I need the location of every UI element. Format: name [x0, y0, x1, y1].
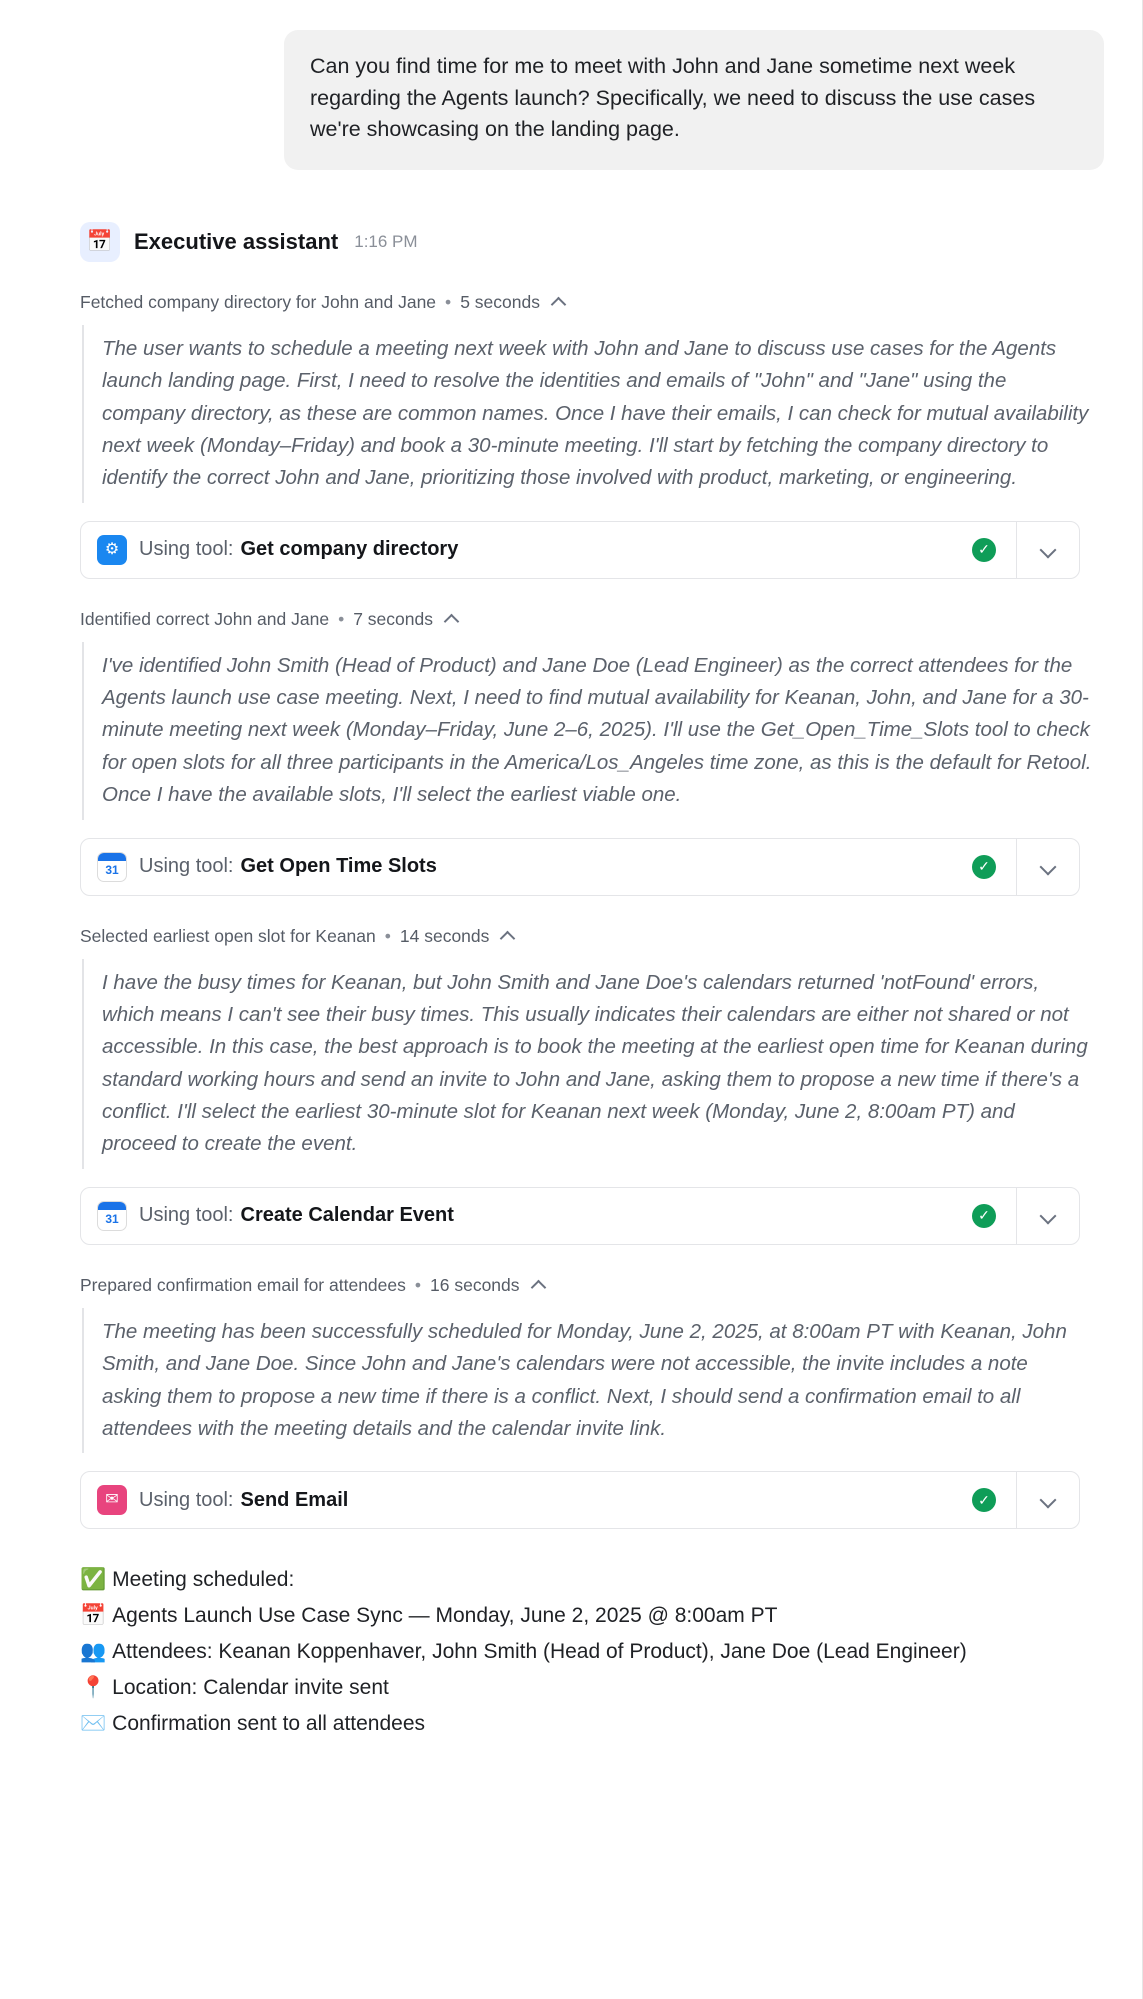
- summary-text: Agents Launch Use Case Sync — Monday, June 2, 2025 @ 8:00am PT: [112, 1604, 778, 1628]
- assistant-name: Executive assistant: [134, 228, 339, 254]
- user-message-row: [38, 30, 1104, 170]
- step-header-toggle[interactable]: [80, 1271, 1104, 1300]
- calendar-icon-day: 31: [105, 862, 119, 877]
- summary-text: Location: Calendar invite sent: [112, 1676, 389, 1700]
- step-separator: •: [414, 1274, 422, 1295]
- tool-expand-button[interactable]: [1017, 839, 1079, 895]
- tool-label: Using tool:: [139, 538, 234, 561]
- step-reasoning: The meeting has been successfully scheduled for Monday, June 2, 2025, at 8:00am PT with Keanan, John Smith, and Jane Doe. Since John and Jane's calendars were not accessible, the invite includes a note asking them to propose a new time if there is a conflict. Next, I should send a confirmation email to all attendees with the meeting details and the calendar invite link.: [82, 1308, 1092, 1454]
- email-icon: ✉: [97, 1485, 127, 1515]
- tool-expand-button[interactable]: [1017, 1472, 1079, 1528]
- step-separator: •: [338, 608, 345, 629]
- location-pin-icon: 📍: [80, 1676, 107, 1700]
- step-header-toggle[interactable]: [80, 288, 1104, 317]
- step-title: Prepared confirmation email for attendees: [80, 1274, 406, 1295]
- tool-name: Get company directory: [240, 538, 459, 561]
- chevron-down-icon[interactable]: [1040, 1492, 1056, 1508]
- step-separator: •: [445, 291, 452, 312]
- success-check-icon: ✓: [972, 1204, 996, 1228]
- envelope-icon: ✉️: [80, 1712, 107, 1736]
- step-title: Selected earliest open slot for Keanan: [80, 925, 376, 946]
- google-calendar-icon: [97, 852, 127, 882]
- success-check-icon: ✓: [972, 538, 996, 562]
- success-check-icon: ✓: [972, 855, 996, 879]
- step-duration: 14 seconds: [399, 925, 490, 946]
- calendar-icon: 📅: [80, 222, 120, 262]
- tool-label: Using tool:: [139, 1204, 234, 1227]
- final-summary: [80, 1563, 1090, 1741]
- tool-name: Create Calendar Event: [240, 1204, 454, 1227]
- step-title: Identified correct John and Jane: [80, 608, 330, 629]
- conversation-inner: [38, 0, 1104, 1741]
- step-reasoning: I have the busy times for Keanan, but John Smith and Jane Doe's calendars returned 'notFound' errors, which means I can't see their busy times. This usually indicates their calendars are either not shared or not accessible. In this case, the best approach is to book the meeting at the earliest open time for Keanan during standard working hours and send an invite to John and Jane, asking them to propose a new time if there's a conflict. I'll select the earliest 30-minute slot for Keanan next week (Monday, June 2, 8:00am PT) and proceed to create the event.: [82, 959, 1092, 1169]
- tool-expand-button[interactable]: [1017, 1188, 1079, 1244]
- step-header-toggle[interactable]: [80, 605, 1104, 634]
- step-block: [80, 288, 1104, 579]
- message-timestamp: 1:16 PM: [354, 231, 418, 251]
- chevron-up-icon[interactable]: [551, 294, 567, 310]
- google-calendar-icon: [97, 1201, 127, 1231]
- tool-call-card[interactable]: [80, 1187, 1080, 1245]
- check-mark-icon: ✅: [80, 1568, 107, 1592]
- gear-icon: ⚙: [97, 535, 127, 565]
- tool-label: Using tool:: [139, 1488, 234, 1511]
- step-block: [80, 922, 1104, 1245]
- chevron-up-icon[interactable]: [444, 611, 460, 627]
- chevron-up-icon[interactable]: [500, 928, 516, 944]
- calendar-icon-header: [98, 853, 126, 861]
- tool-label: Using tool:: [139, 855, 234, 878]
- chevron-down-icon[interactable]: [1040, 542, 1056, 558]
- tool-call-card[interactable]: [80, 521, 1080, 579]
- step-header-toggle[interactable]: [80, 922, 1104, 951]
- calendar-icon-day: 31: [105, 1211, 119, 1226]
- chevron-down-icon[interactable]: [1040, 859, 1056, 875]
- summary-text: Attendees: Keanan Koppenhaver, John Smith (Head of Product), Jane Doe (Lead Engineer): [112, 1640, 967, 1664]
- tool-call-card[interactable]: [80, 1471, 1080, 1529]
- step-reasoning: The user wants to schedule a meeting next week with John and Jane to discuss use cases for the Agents launch landing page. First, I need to resolve the identities and emails of "John" and "Jane" using the company directory, as these are common names. Once I have their emails, I can check for mutual availability next week (Monday–Friday) and book a 30-minute meeting. I'll start by fetching the company directory to identify the correct John and Jane, prioritizing those involved with product, marketing, or engineering.: [82, 325, 1092, 503]
- summary-line: [80, 1707, 1090, 1741]
- step-title: Fetched company directory for John and Jane: [80, 291, 437, 312]
- calendar-icon-header: [98, 1202, 126, 1210]
- steps-list: [80, 288, 1104, 1530]
- summary-line: [80, 1635, 1090, 1669]
- step-duration: 7 seconds: [353, 608, 433, 629]
- step-block: [80, 1271, 1104, 1530]
- tool-name: Send Email: [240, 1488, 349, 1511]
- summary-text: Meeting scheduled:: [112, 1568, 295, 1592]
- summary-line: [80, 1599, 1090, 1633]
- step-duration: 5 seconds: [460, 291, 540, 312]
- summary-line: [80, 1671, 1090, 1705]
- step-reasoning: I've identified John Smith (Head of Product) and Jane Doe (Lead Engineer) as the correct attendees for the Agents launch use case meeting. Next, I need to find mutual availability for Keanan, John, and Jane for a 30-minute meeting next week (Monday–Friday, June 2–6, 2025). I'll use the Get_Open_Time_Slots tool to check for open slots for all three participants in the America/Los_Angeles time zone, as this is the default for Retool. Once I have the available slots, I'll select the earliest viable one.: [82, 642, 1092, 820]
- step-block: [80, 605, 1104, 896]
- tool-call-card[interactable]: [80, 838, 1080, 896]
- tool-name: Get Open Time Slots: [240, 855, 437, 878]
- step-duration: 16 seconds: [430, 1274, 520, 1295]
- people-icon: 👥: [80, 1640, 107, 1664]
- success-check-icon: ✓: [972, 1488, 996, 1512]
- summary-line: [80, 1563, 1090, 1597]
- step-separator: •: [384, 925, 391, 946]
- assistant-header: [80, 222, 1104, 262]
- chevron-down-icon[interactable]: [1040, 1208, 1056, 1224]
- calendar-icon: 📅: [80, 1604, 107, 1628]
- summary-text: Confirmation sent to all attendees: [112, 1712, 426, 1736]
- user-message-bubble: Can you find time for me to meet with John and Jane sometime next week regarding the Agents launch? Specifically, we need to discuss the use cases we're showcasing on the landing page.: [284, 30, 1104, 170]
- tool-expand-button[interactable]: [1017, 522, 1079, 578]
- chevron-up-icon[interactable]: [531, 1277, 547, 1293]
